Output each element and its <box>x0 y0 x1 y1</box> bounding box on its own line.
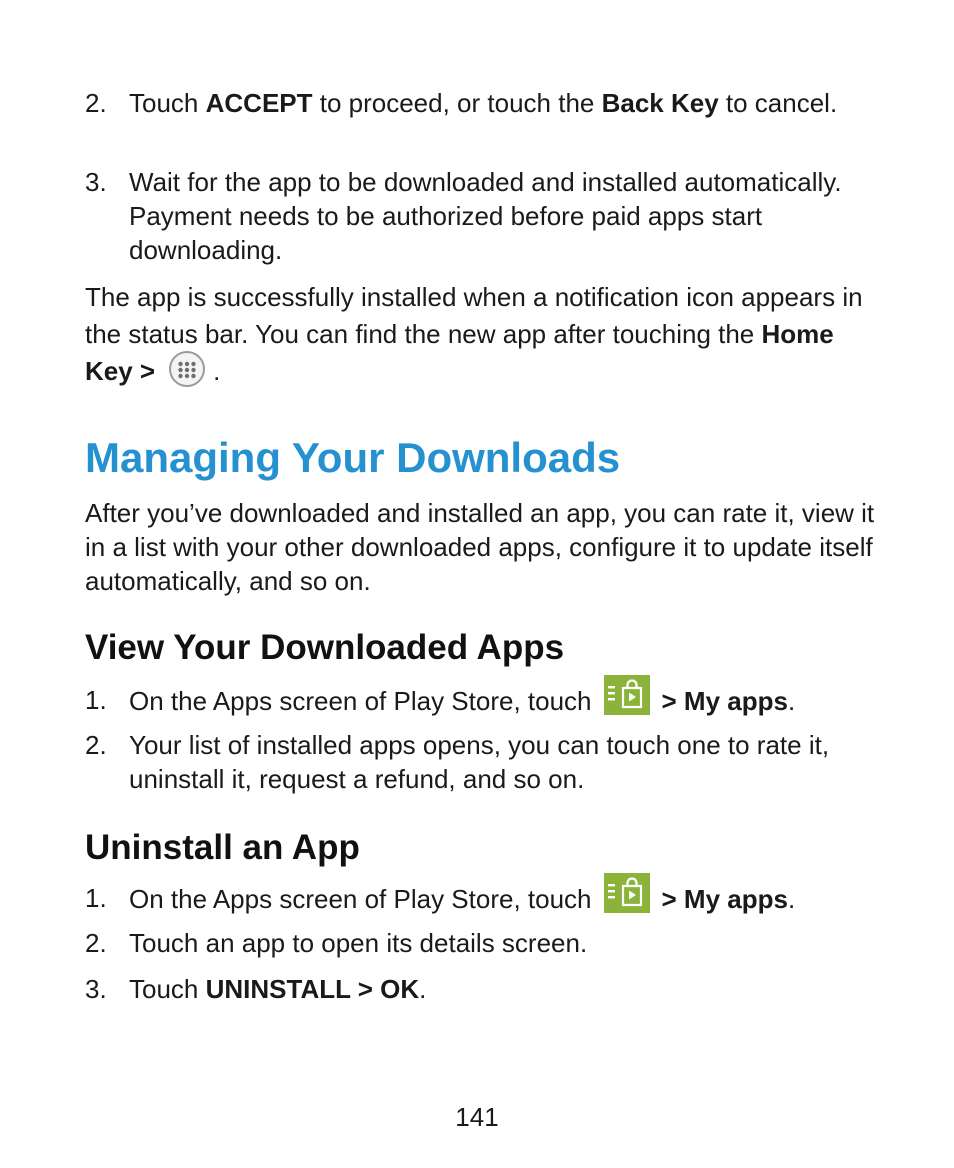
text-run: On the Apps screen of Play Store, touch <box>129 883 592 914</box>
my-apps-label: > My apps <box>661 883 788 914</box>
list-number: 2. <box>85 928 107 958</box>
list-number: 3. <box>85 167 107 197</box>
text-run: to cancel. <box>718 88 838 118</box>
list-text <box>129 972 889 1006</box>
home-key-label: Home Key > <box>85 319 834 386</box>
list-text <box>129 683 889 723</box>
text-run: . <box>419 974 427 1004</box>
list-text <box>129 881 889 921</box>
uninstall-heading: Uninstall an App <box>85 828 360 867</box>
text-run: . <box>213 356 221 386</box>
apps-grid-icon <box>167 349 207 389</box>
play-store-icon <box>604 675 650 715</box>
list-text <box>129 86 889 120</box>
text-run: to proceed, or touch the <box>312 88 602 118</box>
section-intro: After you’ve downloaded and installed an app, you can rate it, view it in a list with your other downloaded apps, configure it to update itself automatically, and so on. <box>85 498 875 596</box>
text-run: The app is successfully installed when a notification icon appears in the status bar. You can find the new app after touching the <box>85 282 863 349</box>
text-run: . <box>787 685 796 716</box>
list-number: 2. <box>85 730 107 760</box>
view-apps-heading: View Your Downloaded Apps <box>85 628 565 667</box>
text-run: . <box>787 883 796 914</box>
list-number: 1. <box>85 685 107 715</box>
list-text: Touch an app to open its details screen. <box>129 928 588 958</box>
list-number: 3. <box>85 974 107 1004</box>
text-run: On the Apps screen of Play Store, touch <box>129 685 592 716</box>
text-run: Touch <box>129 974 206 1004</box>
installed-paragraph <box>85 279 885 393</box>
text-run: Touch <box>129 88 206 118</box>
list-text: Wait for the app to be downloaded and installed automatically. Payment needs to be authorized before paid apps start downloading. <box>129 167 842 265</box>
list-text: Your list of installed apps opens, you can touch one to rate it, uninstall it, request a refund, and so on. <box>129 730 830 794</box>
accept-label: ACCEPT <box>205 88 313 118</box>
play-store-icon <box>604 873 650 913</box>
uninstall-ok-label: UNINSTALL > OK <box>205 974 420 1004</box>
page-title: Managing Your Downloads <box>85 434 621 481</box>
list-number: 1. <box>85 883 107 913</box>
back-key-label: Back Key <box>601 88 719 118</box>
list-number: 2. <box>85 88 107 118</box>
my-apps-label: > My apps <box>661 685 788 716</box>
page-number: 141 <box>455 1102 499 1132</box>
